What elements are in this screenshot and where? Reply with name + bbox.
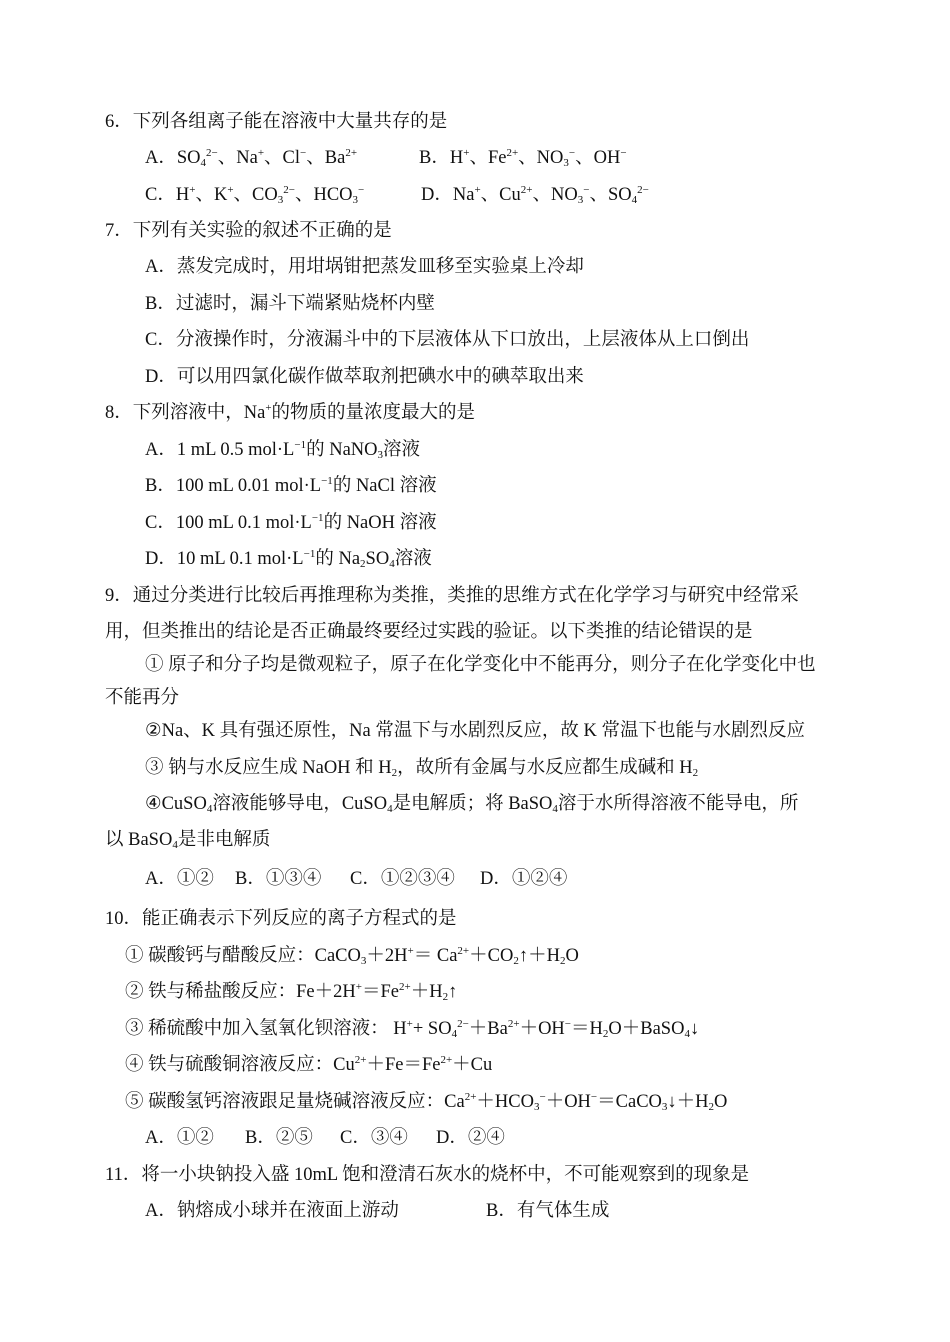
q10-option-b: B．②⑤ bbox=[245, 1128, 313, 1148]
q9-option-d: D．①②④ bbox=[480, 869, 568, 889]
q7-option-d: D．可以用四氯化碳作做萃取剂把碘水中的碘萃取出来 bbox=[145, 367, 584, 387]
q6-option-c: C．H+、K+、$CO_3^{2-}$、$HCO_3^-$ bbox=[145, 184, 365, 206]
q6-option-b: B．H+、$Fe^{2+}$、$NO_3^-$、OH− bbox=[419, 147, 627, 169]
q9-stem-line2: 用，但类推出的结论是否正确最终要经过实践的验证。以下类推的结论错误的是 bbox=[105, 622, 753, 642]
q9-statement-3: ③ 钠与水反应生成 NaOH 和 $H_2$，故所有金属与水反应都生成碱和 $H_2$ bbox=[145, 758, 699, 779]
q9-statement-2: ②Na、K 具有强还原性，Na 常温下与水剧烈反应，故 K 常温下也能与水剧烈反应 bbox=[145, 721, 805, 741]
q9-statement-1: ① 原子和分子均是微观粒子，原子在化学变化中不能再分，则分子在化学变化中也 bbox=[145, 655, 816, 675]
q10-reaction-3: ③ 稀硫酸中加入氢氧化钡溶液： $H^++ SO_4^{2-}+Ba^{2+}+OH^-=H_2O+BaSO_4↓$ bbox=[125, 1018, 700, 1040]
q7-stem: 7．下列有关实验的叙述不正确的是 bbox=[105, 221, 392, 241]
q10-option-d: D．②④ bbox=[436, 1128, 505, 1148]
q10-reaction-4: ④ 铁与硫酸铜溶液反应：$Cu^{2+}+Fe=Fe^{2+}+Cu$ bbox=[125, 1054, 493, 1075]
q8-option-b: B．100 mL 0.01 $mol\cdot L^{-1}$的 NaCl 溶液 bbox=[145, 475, 437, 496]
q8-option-a: A．1 mL 0.5 $mol\cdot L^{-1}$的 NaNO$_3$溶液 bbox=[145, 439, 421, 461]
q10-stem: 10．能正确表示下列反应的离子方程式的是 bbox=[105, 909, 457, 929]
q11-stem: 11．将一小块钠投入盛 10mL 饱和澄清石灰水的烧杯中，不可能观察到的现象是 bbox=[105, 1165, 750, 1185]
q9-statement-4: ④CuSO$_4$溶液能够导电，CuSO$_4$是电解质；将 BaSO$_4$溶于水所得溶液不能导电，所 bbox=[145, 794, 799, 815]
q10-option-a: A．①② bbox=[145, 1128, 214, 1148]
q11-option-a: A．钠熔成小球并在液面上游动 bbox=[145, 1201, 399, 1221]
q10-reaction-1: ① 碳酸钙与醋酸反应：CaCO$_3$＋2H+＝ $Ca^{2+}+CO_2↑+H_2O$ bbox=[125, 945, 579, 967]
q11-option-b: B．有气体生成 bbox=[486, 1201, 610, 1221]
q9-stem-line1: 9．通过分类进行比较后再推理称为类推，类推的思维方式在化学学习与研究中经常采 bbox=[105, 586, 799, 606]
q8-stem: 8．下列溶液中，Na+的物质的量浓度最大的是 bbox=[105, 402, 476, 423]
q6-option-d: D．Na+、$Cu^{2+}$、$NO_3^-$、$SO_4^{2-}$ bbox=[421, 184, 649, 206]
q8-option-c: C．100 mL 0.1 $mol\cdot L^{-1}$的 NaOH 溶液 bbox=[145, 512, 437, 533]
q7-option-c: C．分液操作时，分液漏斗中的下层液体从下口放出，上层液体从上口倒出 bbox=[145, 330, 750, 350]
q6-option-a: A．$SO_4^{2-}$、Na+、Cl−、$Ba^{2+}$ bbox=[145, 147, 358, 169]
q10-option-c: C．③④ bbox=[340, 1128, 408, 1148]
q9-option-b: B．①③④ bbox=[235, 869, 322, 889]
q9-statement-1-cont: 不能再分 bbox=[105, 688, 180, 708]
q7-option-b: B．过滤时，漏斗下端紧贴烧杯内壁 bbox=[145, 294, 435, 314]
q9-option-c: C．①②③④ bbox=[350, 869, 455, 889]
q8-option-d: D．10 mL 0.1 $mol\cdot L^{-1}$的 $Na_2SO_4$溶液 bbox=[145, 548, 432, 570]
q7-option-a: A．蒸发完成时，用坩埚钳把蒸发皿移至实验桌上冷却 bbox=[145, 257, 584, 277]
q10-reaction-5: ⑤ 碳酸氢钙溶液跟足量烧碱溶液反应：$Ca^{2+}+HCO_3^-+OH^-=CaCO_3↓+H_2O$ bbox=[125, 1091, 728, 1113]
q6-stem: 6．下列各组离子能在溶液中大量共存的是 bbox=[105, 112, 448, 132]
q10-reaction-2: ② 铁与稀盐酸反应：$Fe+2H^+=Fe^{2+}+H_2↑$ bbox=[125, 981, 458, 1003]
q9-option-a: A．①② bbox=[145, 869, 214, 889]
q9-statement-4-cont: 以 BaSO$_4$是非电解质 bbox=[105, 830, 271, 851]
